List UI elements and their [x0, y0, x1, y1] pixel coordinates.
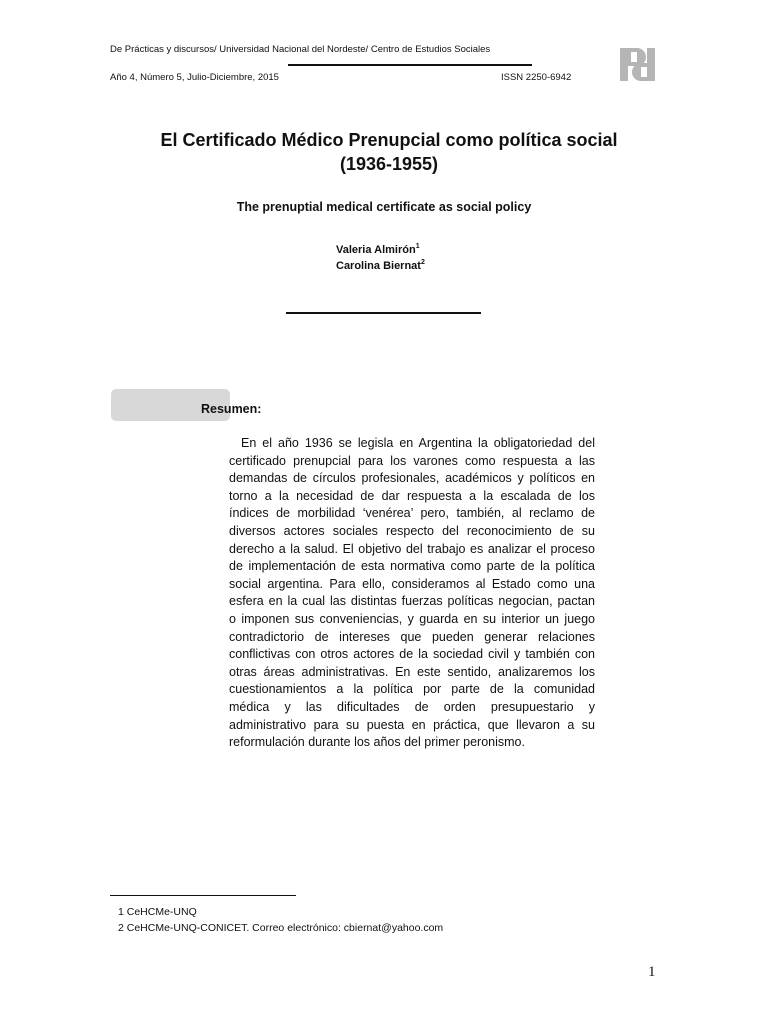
abstract-line: certificado prenupcial para los varones como respuesta a las — [229, 453, 595, 468]
author-name: Carolina Biernat — [336, 260, 421, 272]
abstract-line: esfera en la cual las distintas fuerzas políticas negocian, pactan — [229, 594, 595, 609]
abstract-line: índices de morbilidad ‘venérea’ pero, también, al reclamo de — [229, 506, 595, 521]
page-number: 1 — [648, 964, 656, 980]
abstract-line: administrativo para su puesta en práctica, que llevaron a su — [229, 717, 595, 732]
footnote: 1 CeHCMe-UNQ — [118, 906, 197, 918]
journal-header: De Prácticas y discursos/ Universidad Nacional del Nordeste/ Centro de Estudios Sociales — [110, 44, 491, 55]
author-footnote-ref[interactable]: 1 — [415, 243, 420, 250]
footnote-divider — [110, 895, 296, 896]
abstract-line: conflictivas con otros actores de la sociedad civil y también con — [229, 647, 595, 662]
issue-info: Año 4, Número 5, Julio-Diciembre, 2015 — [110, 72, 279, 83]
abstract-line: En el año 1936 se legisla en Argentina la obligatoriedad del — [229, 436, 595, 450]
author-name: Valeria Almirón — [336, 244, 416, 256]
abstract-line: contradictorio de intereses que pueden generar relaciones — [229, 629, 595, 644]
article-title — [100, 128, 678, 176]
author-footnote-ref[interactable]: 2 — [420, 259, 425, 266]
abstract-line: demandas de círculos profesionales, académicos y políticos en — [229, 471, 595, 486]
issn: ISSN 2250-6942 — [501, 72, 572, 83]
article-title-line2: (1936-1955) — [339, 154, 439, 174]
abstract-line: social argentina. Para ello, consideramos al Estado como una — [229, 576, 595, 591]
article-title-line1: El Certificado Médico Prenupcial como política social — [160, 130, 618, 150]
abstract-body — [229, 435, 595, 752]
abstract-line: cuestionamientos a la política por parte de la comunidad — [229, 682, 595, 697]
authors-divider — [286, 312, 481, 314]
footnote: 2 CeHCMe-UNQ-CONICET. Correo electrónico: cbiernat@yahoo.com — [118, 922, 444, 934]
abstract-line: diversos actores sociales respecto del reconocimiento de su — [229, 523, 595, 538]
header-divider — [288, 64, 532, 66]
author — [336, 242, 425, 258]
journal-logo-icon — [617, 45, 658, 84]
abstract-line: reformulación durante los años del primer peronismo. — [229, 735, 525, 750]
abstract-line: médica y las dificultades de orden presupuestario y — [229, 699, 595, 714]
abstract-line: de implementación de esta normativa como parte de la política — [229, 559, 595, 574]
abstract-line: torno a la necesidad de dar respuesta a la escalada de los — [229, 488, 595, 503]
abstract-line: o imponen sus conveniencias, y guarda en su interior un juego — [229, 611, 595, 626]
article-subtitle: The prenuptial medical certificate as social policy — [236, 200, 532, 214]
resumen-heading: Resumen: — [201, 402, 262, 416]
author — [336, 258, 425, 274]
author-list — [336, 242, 425, 274]
abstract-line: derecho a la salud. El objetivo del trabajo es analizar el proceso — [229, 541, 595, 556]
abstract-line: otras áreas administrativas. En este sentido, analizaremos los — [229, 664, 595, 679]
